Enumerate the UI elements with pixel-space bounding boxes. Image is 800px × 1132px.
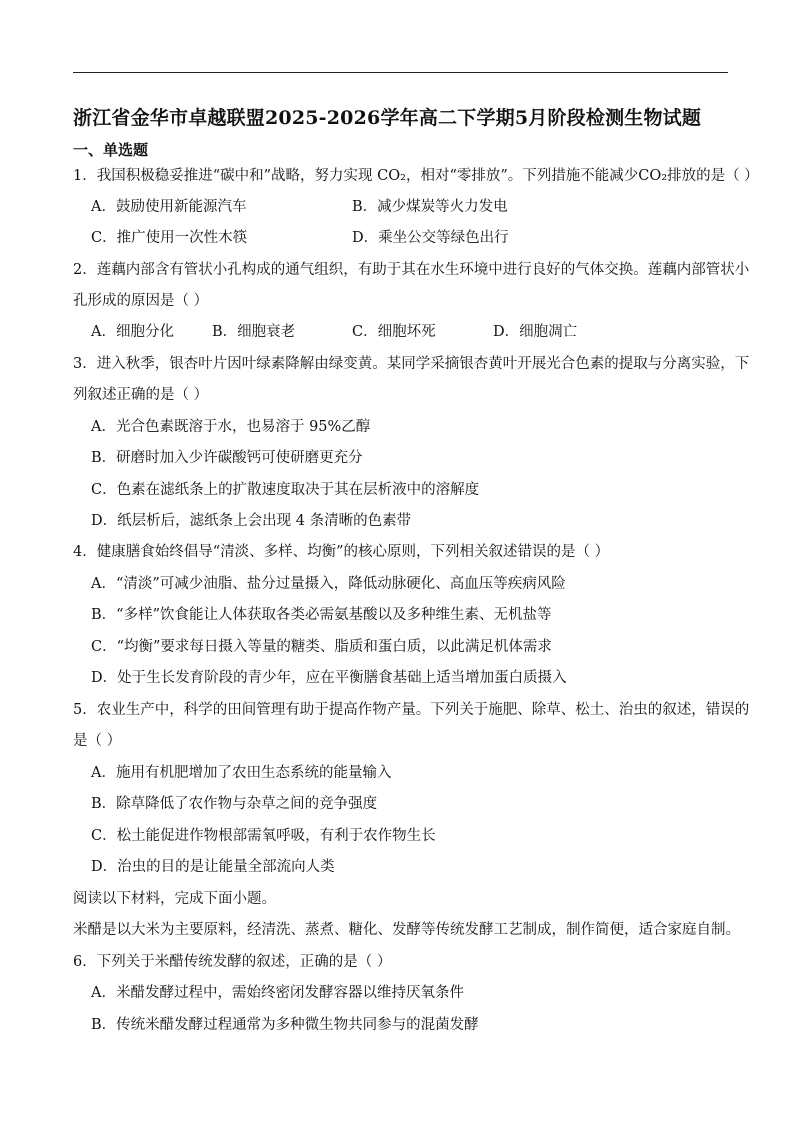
question-5-option-a: A．施用有机肥增加了农田生态系统的能量输入 bbox=[91, 765, 392, 781]
reading-material: 米醋是以大米为主要原料，经清洗、蒸煮、糖化、发酵等传统发酵工艺制成，制作简便，适合家庭自制。 bbox=[73, 922, 740, 938]
question-4-stem: 4．健康膳食始终倡导“清淡、多样、均衡”的核心原则，下列相关叙述错误的是（ ） bbox=[73, 544, 610, 560]
question-1-stem: 1．我国积极稳妥推进“碳中和”战略，努力实现 CO₂，相对“零排放”。下列措施不能减少CO₂排放的是（ ） bbox=[73, 168, 759, 184]
question-2-option-d: D．细胞凋亡 bbox=[493, 324, 578, 340]
question-1-option-c: C．推广使用一次性木筷 bbox=[91, 230, 248, 246]
header-rule bbox=[73, 72, 728, 73]
question-4-option-b: B．“多样”饮食能让人体获取各类必需氨基酸以及多种维生素、无机盐等 bbox=[91, 607, 552, 623]
question-5-stem-line-1: 5．农业生产中，科学的田间管理有助于提高作物产量。下列关于施肥、除草、松土、治虫的叙述，错误的 bbox=[73, 702, 750, 718]
question-3-stem-line-2: 列叙述正确的是（ ） bbox=[73, 387, 209, 403]
question-5-option-d: D．治虫的目的是让能量全部流向人类 bbox=[91, 859, 335, 875]
question-2-stem-line-1: 2．莲藕内部含有管状小孔构成的通气组织，有助于其在水生环境中进行良好的气体交换。莲藕内部管状小 bbox=[73, 262, 750, 278]
question-1-option-d: D．乘坐公交等绿色出行 bbox=[352, 230, 509, 246]
question-3-option-c: C．色素在滤纸条上的扩散速度取决于其在层析液中的溶解度 bbox=[91, 482, 480, 498]
question-5-option-b: B．除草降低了农作物与杂草之间的竞争强度 bbox=[91, 796, 378, 812]
question-2-option-a: A．细胞分化 bbox=[91, 324, 174, 340]
question-3-option-d: D．纸层析后，滤纸条上会出现 4 条清晰的色素带 bbox=[91, 513, 412, 529]
question-2-option-c: C．细胞坏死 bbox=[352, 324, 436, 340]
question-4-option-c: C．“均衡”要求每日摄入等量的糖类、脂质和蛋白质，以此满足机体需求 bbox=[91, 639, 552, 655]
question-6-stem: 6．下列关于米醋传统发酵的叙述，正确的是（ ） bbox=[73, 954, 392, 970]
question-1-option-b: B．减少煤炭等火力发电 bbox=[352, 199, 508, 215]
section-heading: 一、单选题 bbox=[73, 141, 149, 159]
question-4-option-d: D．处于生长发育阶段的青少年，应在平衡膳食基础上适当增加蛋白质摄入 bbox=[91, 670, 567, 686]
question-5-option-c: C．松土能促进作物根部需氧呼吸，有利于农作物生长 bbox=[91, 828, 436, 844]
page-title: 浙江省金华市卓越联盟2025-2026学年高二下学期5月阶段检测生物试题 bbox=[73, 107, 702, 129]
question-2-stem-line-2: 孔形成的原因是（ ） bbox=[73, 293, 209, 309]
reading-intro: 阅读以下材料，完成下面小题。 bbox=[73, 891, 276, 907]
question-6-option-a: A．米醋发酵过程中，需始终密闭发酵容器以维持厌氧条件 bbox=[91, 985, 464, 1001]
question-1-option-a: A．鼓励使用新能源汽车 bbox=[91, 199, 247, 215]
question-4-option-a: A．“清淡”可减少油脂、盐分过量摄入，降低动脉硬化、高血压等疾病风险 bbox=[91, 576, 566, 592]
question-3-option-a: A．光合色素既溶于水，也易溶于 95%乙醇 bbox=[91, 419, 371, 435]
question-3-stem-line-1: 3．进入秋季，银杏叶片因叶绿素降解由绿变黄。某同学采摘银杏黄叶开展光合色素的提取与分离实验，下 bbox=[73, 356, 750, 372]
question-2-option-b: B．细胞衰老 bbox=[212, 324, 296, 340]
question-5-stem-line-2: 是（ ） bbox=[73, 733, 122, 749]
question-6-option-b: B．传统米醋发酵过程通常为多种微生物共同参与的混菌发酵 bbox=[91, 1017, 479, 1033]
question-3-option-b: B．研磨时加入少许碳酸钙可使研磨更充分 bbox=[91, 450, 363, 466]
